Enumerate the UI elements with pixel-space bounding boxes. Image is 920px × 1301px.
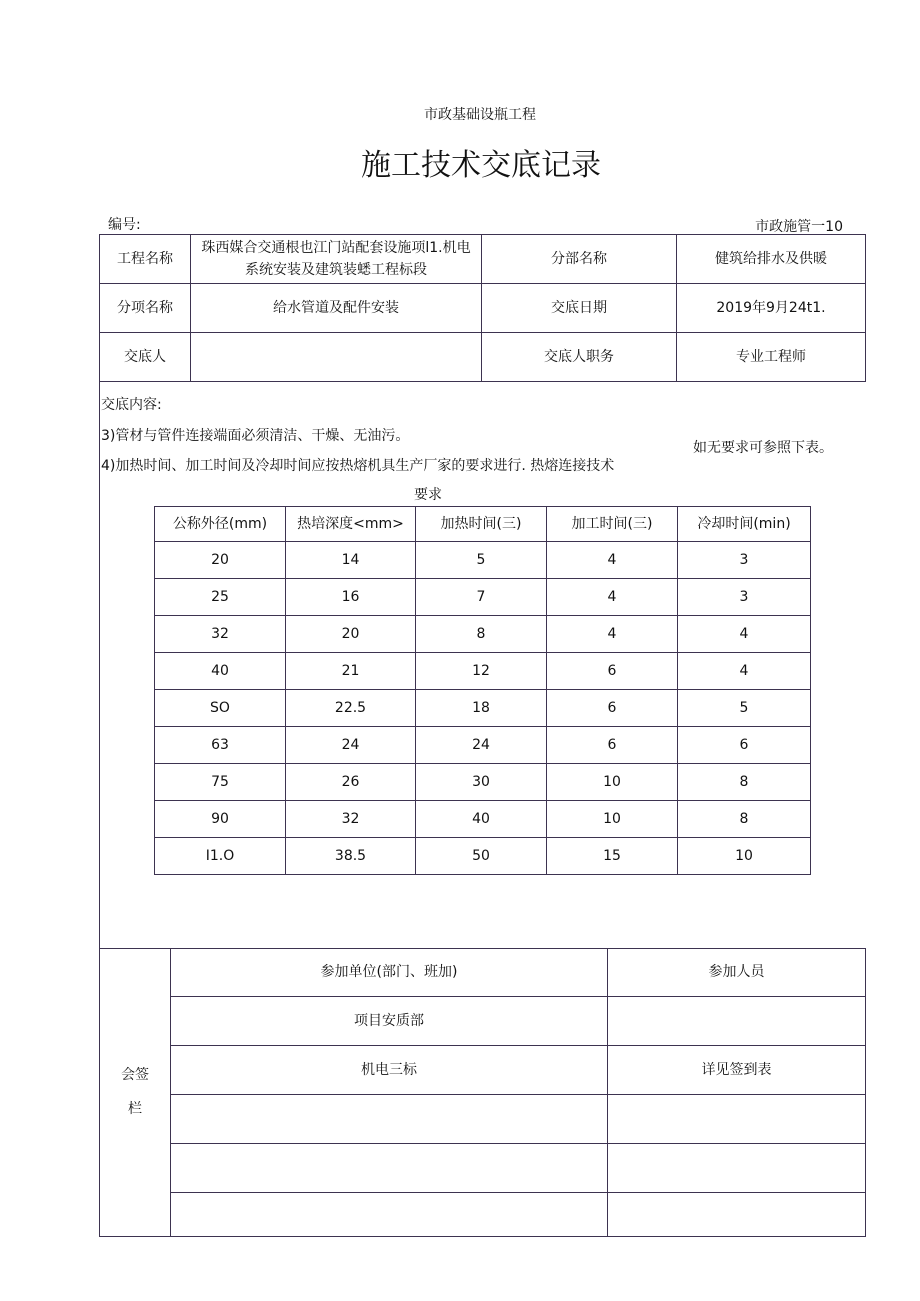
sign-col1-header: 参加单位(部门、班加) (171, 948, 608, 997)
table-cell: 40 (416, 801, 547, 838)
table-cell: 21 (286, 653, 416, 690)
table-cell: 75 (154, 764, 286, 801)
table-cell: 6 (547, 690, 678, 727)
table-cell: 40 (154, 653, 286, 690)
content-line-3: 3)管材与管件连接端面必须清洁、干燥、无油污。 (101, 428, 410, 444)
table-cell: 4 (547, 579, 678, 616)
table-cell: 18 (416, 690, 547, 727)
content-note: 如无要求可参照下表。 (693, 440, 833, 456)
table-cell: 38.5 (286, 838, 416, 875)
table-cell: 3 (678, 579, 811, 616)
table-cell: 32 (154, 616, 286, 653)
table-cell: 10 (547, 801, 678, 838)
info-subitem: 给水管道及配件安装 (191, 284, 482, 333)
table-cell: 4 (547, 616, 678, 653)
table-cell: 5 (416, 542, 547, 579)
table-cell: 6 (547, 727, 678, 764)
table-cell: 24 (286, 727, 416, 764)
content-line-4b: 要求 (414, 487, 442, 503)
table-cell: 26 (286, 764, 416, 801)
sign-col2-header: 参加人员 (608, 948, 866, 997)
table-cell: 30 (416, 764, 547, 801)
info-person-label: 交底人 (99, 333, 191, 382)
sign-side-label-1: 会签 (121, 1067, 149, 1083)
info-subitem-label: 分项名称 (99, 284, 191, 333)
info-person (191, 333, 482, 382)
table-cell: 6 (547, 653, 678, 690)
table-header: 公称外径(mm) (154, 506, 286, 542)
table-cell: 32 (286, 801, 416, 838)
sign-cell: 机电三标 (171, 1046, 608, 1095)
info-division-label: 分部名称 (482, 234, 677, 284)
number-label: 编号: (108, 217, 141, 233)
table-cell: 8 (678, 764, 811, 801)
table-cell: 15 (547, 838, 678, 875)
table-cell: 90 (154, 801, 286, 838)
table-cell: 14 (286, 542, 416, 579)
table-cell: 10 (547, 764, 678, 801)
sign-side-label (99, 948, 171, 1237)
table-cell: 4 (678, 653, 811, 690)
sign-cell (608, 997, 866, 1046)
sign-cell: 项目安质部 (171, 997, 608, 1046)
sign-cell (608, 1193, 866, 1237)
table-header: 加热时间(三) (416, 506, 547, 542)
table-cell: 63 (154, 727, 286, 764)
table-cell: I1.O (154, 838, 286, 875)
table-cell: 24 (416, 727, 547, 764)
sign-cell (171, 1095, 608, 1144)
table-cell: 3 (678, 542, 811, 579)
table-cell: 7 (416, 579, 547, 616)
table-cell: 5 (678, 690, 811, 727)
table-cell: 4 (547, 542, 678, 579)
info-division: 健筑给排水及供暖 (677, 234, 866, 284)
table-cell: 8 (416, 616, 547, 653)
info-position-label: 交底人职务 (482, 333, 677, 382)
sign-cell (608, 1095, 866, 1144)
table-cell: 10 (678, 838, 811, 875)
table-cell: 25 (154, 579, 286, 616)
table-cell: 50 (416, 838, 547, 875)
table-header: 热培深度<mm> (286, 506, 416, 542)
sign-cell (171, 1193, 608, 1237)
info-project-name-label: 工程名称 (99, 234, 191, 284)
sign-cell (608, 1144, 866, 1193)
table-header: 加工时间(三) (547, 506, 678, 542)
content-line-4: 4)加热时间、加工时间及冷却时间应按热熔机具生产厂家的要求进行. 热熔连接技术 (101, 458, 615, 474)
table-cell: 20 (286, 616, 416, 653)
form-code: 市政施管一10 (755, 219, 843, 235)
table-cell: SO (154, 690, 286, 727)
subtitle: 市政基础设瓶工程 (424, 107, 536, 123)
table-cell: 20 (154, 542, 286, 579)
content-label: 交底内容: (101, 397, 162, 413)
table-header: 冷却时间(min) (678, 506, 811, 542)
sign-side-label-2: 栏 (128, 1101, 142, 1117)
info-date: 2019年9月24t1. (677, 284, 866, 333)
table-cell: 22.5 (286, 690, 416, 727)
info-date-label: 交底日期 (482, 284, 677, 333)
table-cell: 8 (678, 801, 811, 838)
info-project-name: 珠西媒合交通根也江门站配套设施项l1.机电系统安装及建筑装蟋工程标段 (191, 234, 482, 284)
table-cell: 12 (416, 653, 547, 690)
sign-cell: 详见签到表 (608, 1046, 866, 1095)
sign-cell (171, 1144, 608, 1193)
table-cell: 6 (678, 727, 811, 764)
page-title: 施工技术交底记录 (361, 148, 601, 183)
table-cell: 4 (678, 616, 811, 653)
info-position: 专业工程师 (677, 333, 866, 382)
table-cell: 16 (286, 579, 416, 616)
